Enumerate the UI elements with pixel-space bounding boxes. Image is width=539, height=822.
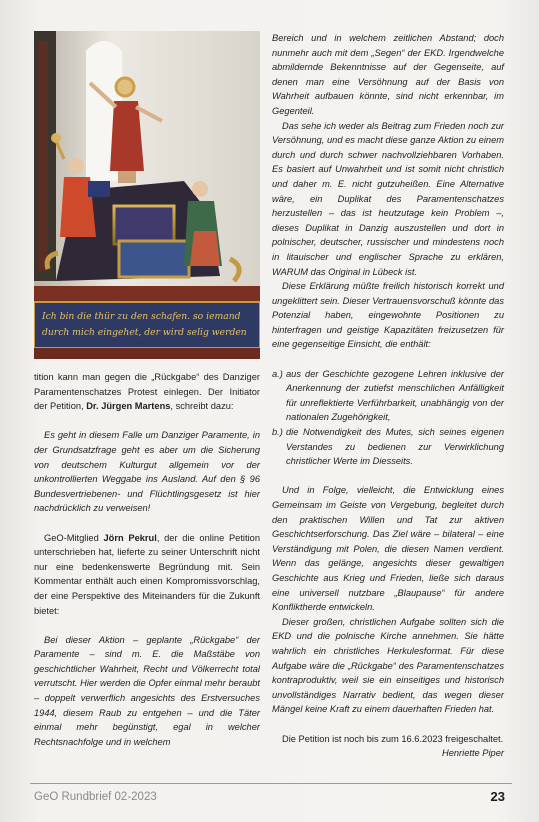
left-paragraph-1: tition kann man gegen die „Rückgabe“ des Danziger Paramentenschatzes Protest einlegen. Der Initiator der Petition, Dr. Jürgen Martens, schreibt dazu:: [34, 372, 260, 412]
left-column: [34, 370, 260, 749]
right-column: [272, 31, 504, 761]
banner-line2: durch mich eingehet, der wird selig werden: [42, 327, 247, 338]
petition-deadline: Die Petition ist noch bis zum 16.6.2023 freigeschaltet.: [282, 733, 504, 744]
right-paragraph-4: Und in Folge, vielleicht, die Entwicklung eines Gemeinsam im Geiste von Vergebung, begleitet durch den praktischen Willen und Tat zur aktiven Geschichtserforschung. Das Ziel wäre – bilateral – eine Verständigung mit Polen, die diesen Namen verdient. Wenn das gelänge, angesichts dieser gewaltigen Geschichte aus Krieg und Frieden, ließe sich daraus eine universell nutzbare „Blaupause“ für andere Konfliktherde entwickeln.: [272, 485, 504, 613]
banner-line1: Ich bin die thür zu den schafen. so iemand: [42, 311, 241, 322]
quote-pekrul-start: Bei dieser Aktion – geplante „Rückgabe“ der Paramente – sind m. E. die Maßstäbe von geschichtlicher Wahrheit, Recht und Völkerrecht total verrutscht. Hier werden die Opfer einmal mehr beraubt – doppelt verwerflich angesichts des Erstversuches 1944, diesem Raub zu entgehen – und die Täter einmal mehr begünstigt, egal in welcher Rechtsnachfolge und in welchem: [34, 634, 260, 747]
author-name-martens: Dr. Jürgen Martens: [86, 401, 171, 412]
lessons-list: [272, 367, 504, 469]
list-item: b.) die Notwendigkeit des Mutes, sich seines eigenen Verstandes zu bedienen zur Verwirklichung christlicher Werte im Diesseits.: [272, 427, 504, 467]
right-paragraph-3: Diese Erklärung müßte freilich historisch korrekt und ungeklittert sein. Dieser Vertrauensvorschuß könnte das Potenzial haben, eingewohnte Positionen zu hinterfragen und geistige Kapazitäten freizusetzen für eine gegenseitige Einsicht, die enthält:: [272, 281, 504, 350]
author-name-pekrul: Jörn Pekrul: [103, 532, 157, 543]
quote-martens: Es geht in diesem Falle um Danziger Paramente, in der Grundsatzfrage geht es aber um die Sicherung von deutschem Kulturgut allgemein vor der unkontrollierten Weggabe ins Ausland. Auf den § 96 Bundesvertriebenen- und Flüchtlingsgesetz ist hier nachdrücklich zu verweisen!: [34, 430, 260, 514]
right-paragraph-1: Bereich und in welchem zeitlichen Abstand; doch nunmehr auch mit dem „Segen“ der EKD. Irgendwelche abmildernde Bekenntnisse auf der Gegenseite, auf denen man eine Versöhnung auf der Basis von Wahrheit aufbauen könnte, sind nicht erkennbar, im Gegenteil.: [272, 33, 504, 116]
signature: Henriette Piper: [441, 748, 504, 759]
footer-rule: [30, 783, 512, 784]
page-number: 23: [490, 789, 505, 804]
altar-photo: [34, 31, 260, 359]
footer-publication: GeO Rundbrief 02-2023: [34, 791, 157, 803]
altar-illustration: [34, 31, 260, 359]
right-paragraph-5: Dieser großen, christlichen Aufgabe sollten sich die EKD und die polnische Kirche annehmen. Sie hätte wahrlich ein christliches Herkulesformat. Für diese Aufgabe wäre die „Rückgabe“ des Paramentenschatzes kontraproduktiv, weil sie ein einseitiges und historisch unvollständiges Narrativ bedient, das wegen dieser Mängel keine Kraft zu einem dauerhaften Frieden hat.: [272, 616, 504, 715]
left-paragraph-2: GeO-Mitglied Jörn Pekrul, der die online Petition unterschrieben hat, lieferte zu seiner Unterschrift nicht nur eine bedenkenswerte Begründung mit. Sein Kommentar enthält auch einen Kompromissvorschlag, der eine Perspektive des Miteinanders für die Zukunft bietet:: [34, 532, 260, 616]
list-item: a.) aus der Geschichte gezogene Lehren inklusive der Anerkennung der zutiefst menschlichen Anfälligkeit für unreflektierte Verführbarkeit, unabhängig von der nationalen Zugehörigkeit,: [272, 368, 504, 423]
right-paragraph-2: Das sehe ich weder als Beitrag zum Frieden noch zur Versöhnung, und es macht diese ganze Aktion zu einem durch und durch schwer nachvollziehbaren Vorhaben. Es basiert auf Unwahrheit und ist somit nicht christlich und daher m. E. nicht gutzuheißen. Eine Alternative wäre, ein Duplikat des Paramentenschatzes herzustellen – das ist heutzutage kein Problem –, dieses Duplikat in Danzig auszustellen und dort in polnischer, deutscher, russischer und mindestens noch in litauischer und englischer Sprache zu erklären, WARUM das Original in Lübeck ist.: [272, 120, 504, 277]
